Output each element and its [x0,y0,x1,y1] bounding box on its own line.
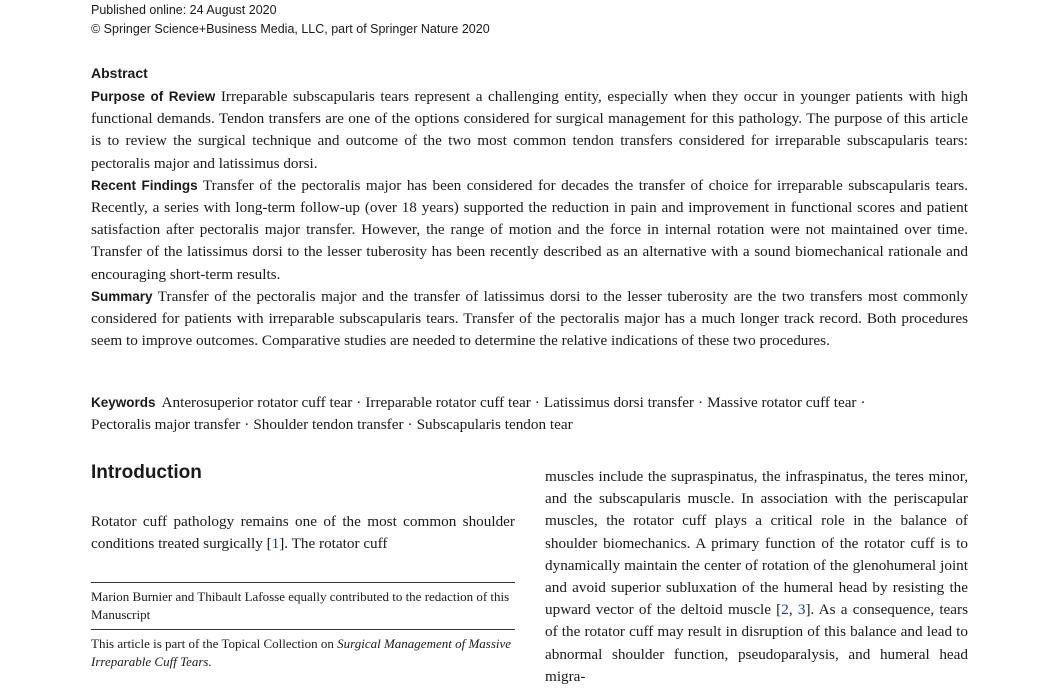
abstract-heading: Abstract [91,65,148,81]
intro-text: ]. As a consequence, tears of the rotator cuff may result in disruption of this balance and lead to abnormal shoulder function, pseudoparalysis, and humeral head migra- [545,601,968,685]
abstract-findings [91,175,968,286]
published-date: Published online: 24 August 2020 [91,3,277,17]
keywords-block [91,392,968,436]
introduction-left-column [91,511,515,555]
citation-link[interactable]: 2 [781,601,789,619]
introduction-heading: Introduction [91,462,202,483]
keyword-item: Massive rotator cuff tear [707,394,857,411]
citation-separator: , [788,601,798,619]
citation-link[interactable]: 3 [797,601,806,619]
intro-text: ]. The rotator cuff [279,535,388,553]
findings-label: Recent Findings [91,177,198,193]
keyword-item: Pectoralis major transfer [91,416,241,434]
footnote-text: This article is part of the Topical Collection on [91,636,338,651]
summary-text: Transfer of the pectoralis major and the transfer of latissimus dorsi to the lesser tuberosity are the two transfers most commonly considered for patients with irreparable subscapularis tears. Transfer of the pectoralis major has a much longer track record. Both procedures seem to improve outcomes. Comparative studies are needed to determine the relative indications of these two procedures. [91,287,968,350]
findings-text: Transfer of the pectoralis major has been considered for decades the transfer of choice for irreparable subscapularis tears. Recently, a series with long-term follow-up (over 18 years) supported the reduction in pain and improvement in functional scores and patient satisfaction after pectoralis major transfer. However, the range of motion and the force in internal rotation were not maintained over time. Transfer of the latissimus dorsi to the lesser tuberosity has been recently described as an alternative with a sound biomechanical rationale and encouraging short-term results. [91,176,968,283]
keyword-separator: · [244,416,250,434]
purpose-label: Purpose of Review [91,89,216,104]
keyword-item: Irreparable rotator cuff tear [365,394,531,411]
intro-text: Rotator cuff pathology remains one of the most common shoulder conditions treated surgically [ [91,513,515,553]
collection-title: Surgical Management of Massive Irreparable Cuff Tears. [91,636,512,669]
abstract-purpose [91,86,968,175]
footnote-divider [91,629,515,630]
keyword-item: Latissimus dorsi transfer [543,394,694,411]
keyword-separator: · [534,394,540,411]
keyword-separator: · [860,394,866,411]
footnote-contribution: Marion Burnier and Thibault Lafosse equally contributed to the redaction of this Manuscript [91,589,510,622]
footnote-collection [91,635,515,670]
keyword-separator: · [407,416,413,434]
introduction-right-column [545,466,968,688]
citation-link[interactable]: 1 [271,535,280,553]
intro-text: muscles include the supraspinatus, the infraspinatus, the teres minor, and the subscapularis muscle. In association with the periscapular muscles, the rotator cuff plays a critical role in the balance of shoulder biomechanics. A primary function of the rotator cuff is to dynamically maintain the center of rotation of the glenohumeral joint and avoid superior subluxation of the humeral head by resisting the upward vector of the deltoid muscle [ [545,468,968,619]
keyword-separator: · [698,394,704,411]
keyword-item: Shoulder tendon transfer [253,416,404,434]
abstract-body [91,86,968,352]
keyword-item: Anterosuperior rotator cuff tear [161,394,353,411]
purpose-text: Irreparable subscapularis tears represent a challenging entity, especially when they occur in younger patients with high functional demands. Tendon transfers are one of the options considered for surgical management for this pathology. The purpose of this article is to review the surgical technique and outcome of the two most common tendon transfers considered for irreparable subscapularis tears: pectoralis major and latissimus dorsi. [91,88,968,172]
abstract-summary [91,286,968,353]
summary-label: Summary [91,288,153,304]
keywords-label: Keywords [91,395,156,410]
copyright-notice: © Springer Science+Business Media, LLC, part of Springer Nature 2020 [91,22,490,36]
keyword-separator: · [356,394,362,411]
keyword-item: Subscapularis tendon tear [416,416,573,434]
footnote-divider [91,582,515,583]
